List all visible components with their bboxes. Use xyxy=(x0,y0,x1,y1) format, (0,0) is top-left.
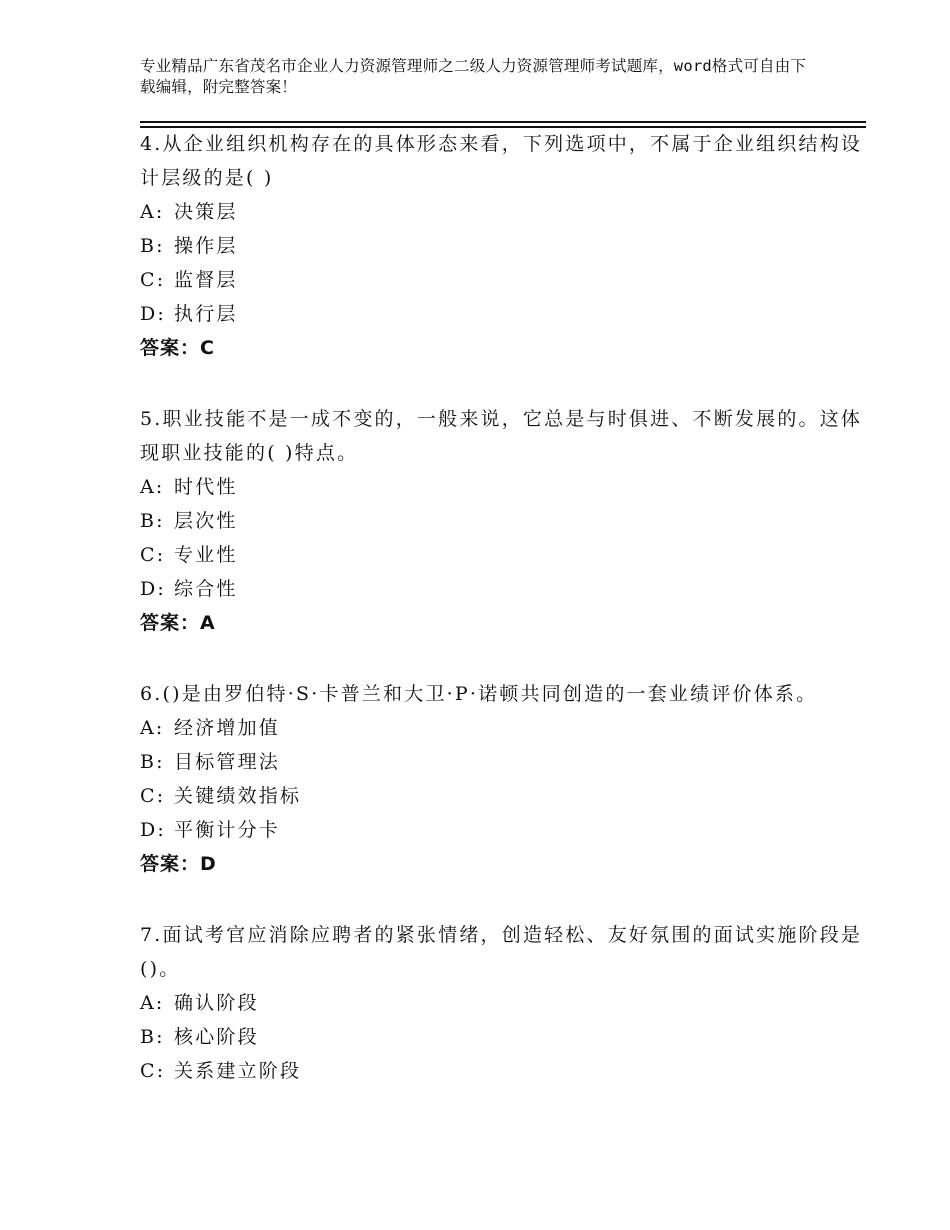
option-text: 层次性 xyxy=(174,510,238,532)
question-4 xyxy=(140,125,870,365)
option-key: B: xyxy=(140,235,165,257)
option-key: B: xyxy=(140,510,165,532)
option-text: 经济增加值 xyxy=(174,717,281,739)
header-divider-top xyxy=(140,121,866,123)
question-stem: 5.职业技能不是一成不变的，一般来说，它总是与时俱进、不断发展的。这体现职业技能的( )特点。 xyxy=(140,408,863,464)
option-text: 操作层 xyxy=(174,235,238,257)
answer-line: 答案：D xyxy=(140,853,217,875)
question-6 xyxy=(140,675,870,881)
option-b xyxy=(140,745,870,779)
option-key: D: xyxy=(140,819,167,841)
option-text: 决策层 xyxy=(174,201,238,223)
question-stem: 7.面试考官应消除应聘者的紧张情绪，创造轻松、友好氛围的面试实施阶段是()。 xyxy=(140,924,863,980)
option-key: C: xyxy=(140,544,166,566)
option-key: A: xyxy=(140,476,165,498)
option-c xyxy=(140,1054,870,1088)
answer-line: 答案：C xyxy=(140,337,215,359)
option-text: 核心阶段 xyxy=(174,1026,259,1048)
option-key: A: xyxy=(140,992,165,1014)
option-key: C: xyxy=(140,785,166,807)
option-key: A: xyxy=(140,717,165,739)
option-d xyxy=(140,572,870,606)
option-text: 时代性 xyxy=(174,476,238,498)
answer-line: 答案：A xyxy=(140,612,216,634)
option-d xyxy=(140,813,870,847)
option-key: C: xyxy=(140,1060,166,1082)
option-key: D: xyxy=(140,578,167,600)
question-stem: 6.()是由罗伯特·S·卡普兰和大卫·P·诺顿共同创造的一套业绩评价体系。 xyxy=(140,683,818,705)
option-c xyxy=(140,263,870,297)
option-c xyxy=(140,538,870,572)
option-a xyxy=(140,986,870,1020)
option-key: C: xyxy=(140,269,166,291)
question-7 xyxy=(140,916,870,1088)
option-b xyxy=(140,504,870,538)
option-text: 关键绩效指标 xyxy=(174,785,302,807)
option-text: 确认阶段 xyxy=(174,992,259,1014)
option-b xyxy=(140,1020,870,1054)
question-stem: 4.从企业组织机构存在的具体形态来看，下列选项中，不属于企业组织结构设计层级的是( ) xyxy=(140,133,863,189)
option-key: D: xyxy=(140,303,167,325)
option-a xyxy=(140,711,870,745)
option-text: 监督层 xyxy=(174,269,238,291)
option-key: B: xyxy=(140,751,165,773)
option-text: 执行层 xyxy=(174,303,238,325)
document-header: 专业精品广东省茂名市企业人力资源管理师之二级人力资源管理师考试题库，word格式可自由下载编辑，附完整答案！ xyxy=(140,57,807,96)
option-key: B: xyxy=(140,1026,165,1048)
option-d xyxy=(140,297,870,331)
question-list xyxy=(140,125,870,1088)
option-text: 平衡计分卡 xyxy=(174,819,281,841)
question-5 xyxy=(140,400,870,640)
option-a xyxy=(140,470,870,504)
option-a xyxy=(140,195,870,229)
option-text: 综合性 xyxy=(174,578,238,600)
option-c xyxy=(140,779,870,813)
option-text: 目标管理法 xyxy=(174,751,281,773)
option-b xyxy=(140,229,870,263)
option-text: 专业性 xyxy=(174,544,238,566)
option-key: A: xyxy=(140,201,165,223)
option-text: 关系建立阶段 xyxy=(174,1060,302,1082)
